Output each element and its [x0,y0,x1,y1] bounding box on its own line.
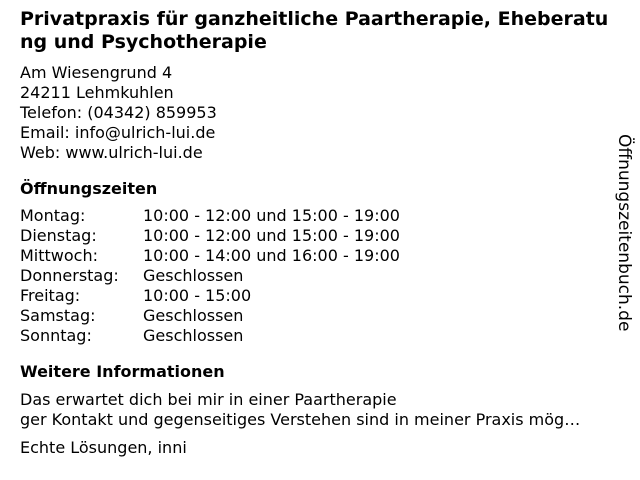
hours-time: Geschlossen [143,266,244,285]
hours-time: 10:00 - 12:00 und 15:00 - 19:00 [143,206,400,225]
address-block [20,63,612,163]
hours-day: Donnerstag: [20,266,119,285]
main-content [20,8,612,458]
address-phone: Telefon: (04342) 859953 [20,103,217,122]
hours-time: Geschlossen [143,306,244,325]
hours-day: Dienstag: [20,226,97,245]
site-watermark: Öffnungszeitenbuch.de [614,134,634,332]
address-city: 24211 Lehmkuhlen [20,83,174,102]
hours-time: 10:00 - 15:00 [143,286,252,305]
address-street: Am Wiesengrund 4 [20,63,173,82]
hours-row [20,246,612,266]
hours-row [20,306,612,326]
hours-row [20,206,612,226]
info-heading: Weitere Informationen [20,362,225,381]
hours-row [20,326,612,346]
hours-row [20,226,612,246]
info-line: ger Kontakt und gegenseitiges Verstehen sind in meiner Praxis mög… [20,410,581,429]
hours-row [20,266,612,286]
hours-time: 10:00 - 14:00 und 16:00 - 19:00 [143,246,400,265]
hours-day: Mittwoch: [20,246,98,265]
info-line: Echte Lösungen, inni [20,438,187,457]
address-web: Web: www.ulrich-lui.de [20,143,203,162]
info-block [20,390,612,458]
info-line: Das erwartet dich bei mir in einer Paartherapie [20,390,397,409]
hours-heading: Öffnungszeiten [20,179,158,198]
hours-row [20,286,612,306]
hours-time: Geschlossen [143,326,244,345]
hours-day: Freitag: [20,286,81,305]
hours-day: Montag: [20,206,86,225]
hours-day: Sonntag: [20,326,92,345]
hours-table [20,206,612,346]
hours-time: 10:00 - 12:00 und 15:00 - 19:00 [143,226,400,245]
page-title: Privatpraxis für ganzheitliche Paartherapie, Eheberatung und Psychotherapie [20,8,609,53]
hours-day: Samstag: [20,306,96,325]
address-email: Email: info@ulrich-lui.de [20,123,216,142]
